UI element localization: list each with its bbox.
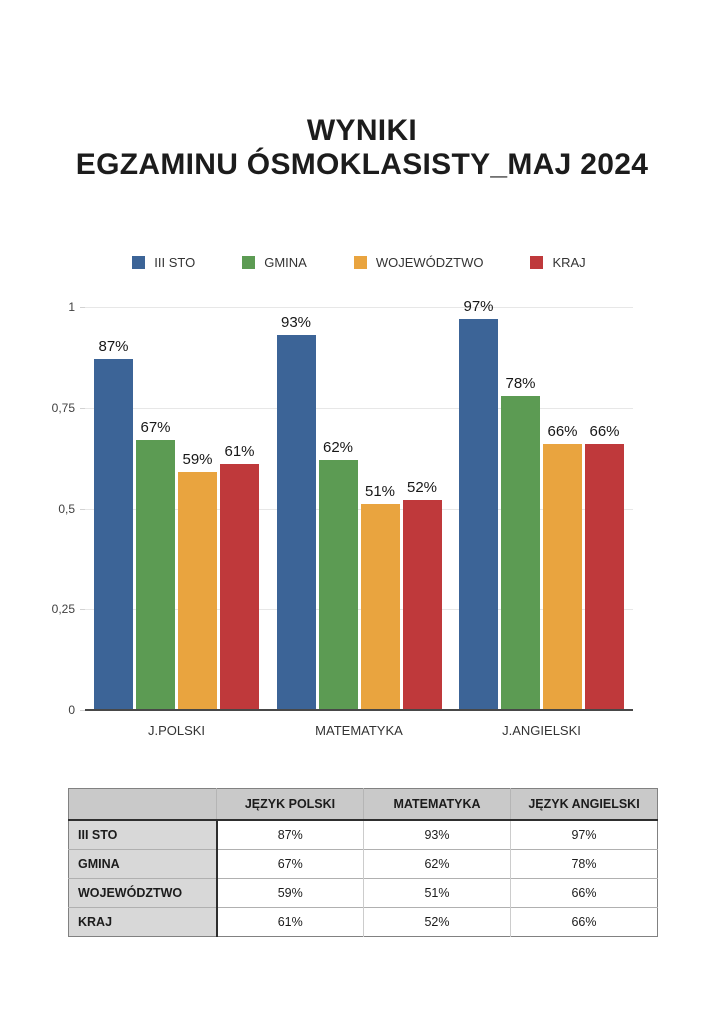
bar-value-label: 66% bbox=[589, 423, 620, 440]
table-cell: 93% bbox=[364, 820, 511, 850]
table-cell: 67% bbox=[217, 850, 364, 879]
bar-iii-sto-matematyka bbox=[277, 314, 316, 710]
bar-kraj-j-angielski bbox=[585, 423, 624, 710]
table-header-cell: JĘZYK POLSKI bbox=[217, 789, 364, 821]
legend-swatch-icon bbox=[132, 256, 145, 269]
bar-value-label: 52% bbox=[406, 479, 438, 496]
table-corner-cell bbox=[69, 789, 217, 821]
bar-value-label: 87% bbox=[98, 338, 129, 355]
legend-swatch-icon bbox=[242, 256, 255, 269]
bar-wojew-dztwo-j-polski bbox=[178, 451, 217, 710]
legend-label: GMINA bbox=[264, 255, 307, 270]
bar-kraj-matematyka bbox=[403, 479, 442, 710]
table-row-label: WOJEWÓDZTWO bbox=[69, 879, 217, 908]
bar-wojew-dztwo-j-angielski bbox=[543, 423, 582, 710]
bar-value-label: 97% bbox=[463, 298, 494, 315]
table-row-label: III STO bbox=[69, 820, 217, 850]
bar-value-label: 78% bbox=[505, 375, 536, 392]
category-label-j-polski: J.POLSKI bbox=[147, 723, 206, 738]
bar-value-label: 62% bbox=[322, 439, 354, 456]
table-cell: 66% bbox=[511, 879, 658, 908]
y-axis-tick-label: 0,5 bbox=[58, 501, 75, 516]
bar-value-label: 93% bbox=[280, 314, 312, 331]
results-table-body bbox=[69, 820, 658, 937]
bar-gmina-matematyka bbox=[319, 439, 358, 710]
bar-iii-sto-j-angielski bbox=[459, 298, 498, 710]
bar-value-label: 51% bbox=[364, 483, 396, 500]
x-axis-line bbox=[85, 709, 633, 711]
bar-group-j-polski bbox=[94, 338, 259, 738]
results-table bbox=[68, 788, 658, 937]
table-cell: 62% bbox=[364, 850, 511, 879]
legend-swatch-icon bbox=[354, 256, 367, 269]
y-axis-tick-label: 0,25 bbox=[51, 602, 75, 617]
table-header-cell: MATEMATYKA bbox=[364, 789, 511, 821]
legend-swatch-icon bbox=[530, 256, 543, 269]
page-title-line2: EGZAMINU ÓSMOKLASISTY_MAJ 2024 bbox=[75, 148, 649, 182]
bar-kraj-j-polski bbox=[220, 443, 259, 710]
table-cell: 87% bbox=[217, 820, 364, 850]
category-label-matematyka: MATEMATYKA bbox=[315, 723, 403, 738]
bar-value-label: 67% bbox=[140, 419, 171, 436]
y-axis-tick-label: 0 bbox=[68, 703, 75, 717]
category-label-j-angielski: J.ANGIELSKI bbox=[502, 723, 581, 738]
legend-label: III STO bbox=[154, 255, 196, 270]
chart-legend bbox=[85, 255, 633, 270]
table-header-row bbox=[69, 789, 658, 821]
table-row-label: GMINA bbox=[69, 850, 217, 879]
table-row-label: KRAJ bbox=[69, 908, 217, 937]
table-row-kraj bbox=[69, 908, 658, 937]
table-cell: 52% bbox=[364, 908, 511, 937]
bar-group-j-angielski bbox=[459, 298, 624, 738]
table-cell: 78% bbox=[511, 850, 658, 879]
bar-value-label: 59% bbox=[182, 451, 213, 468]
table-cell: 51% bbox=[364, 879, 511, 908]
bar-iii-sto-j-polski bbox=[94, 338, 133, 710]
bar-value-label: 66% bbox=[547, 423, 578, 440]
table-cell: 59% bbox=[217, 879, 364, 908]
bar-value-label: 61% bbox=[224, 443, 255, 460]
legend-label: WOJEWÓDZTWO bbox=[375, 255, 484, 270]
page-title-line1: WYNIKI bbox=[306, 114, 418, 148]
legend-label: KRAJ bbox=[552, 255, 586, 270]
bar-gmina-j-polski bbox=[136, 419, 175, 710]
table-row-wojew-dztwo bbox=[69, 879, 658, 908]
legend-item-gmina bbox=[242, 255, 307, 270]
table-cell: 61% bbox=[217, 908, 364, 937]
y-axis-tick-label: 0,75 bbox=[51, 400, 75, 415]
bar-group-matematyka bbox=[277, 314, 442, 738]
y-axis-tick-label: 1 bbox=[68, 300, 75, 314]
legend-item-iii-sto bbox=[132, 255, 195, 270]
legend-item-kraj bbox=[530, 255, 585, 270]
bar-chart bbox=[51, 298, 633, 738]
bar-wojew-dztwo-matematyka bbox=[361, 483, 400, 710]
chart-plot-area bbox=[85, 298, 633, 738]
table-cell: 66% bbox=[511, 908, 658, 937]
bar-gmina-j-angielski bbox=[501, 375, 540, 710]
table-row-iii-sto bbox=[69, 820, 658, 850]
table-row-gmina bbox=[69, 850, 658, 879]
legend-item-wojew-dztwo bbox=[354, 255, 484, 270]
page-title bbox=[0, 114, 724, 182]
table-cell: 97% bbox=[511, 820, 658, 850]
results-table-head bbox=[69, 789, 658, 821]
table-header-cell: JĘZYK ANGIELSKI bbox=[511, 789, 658, 821]
